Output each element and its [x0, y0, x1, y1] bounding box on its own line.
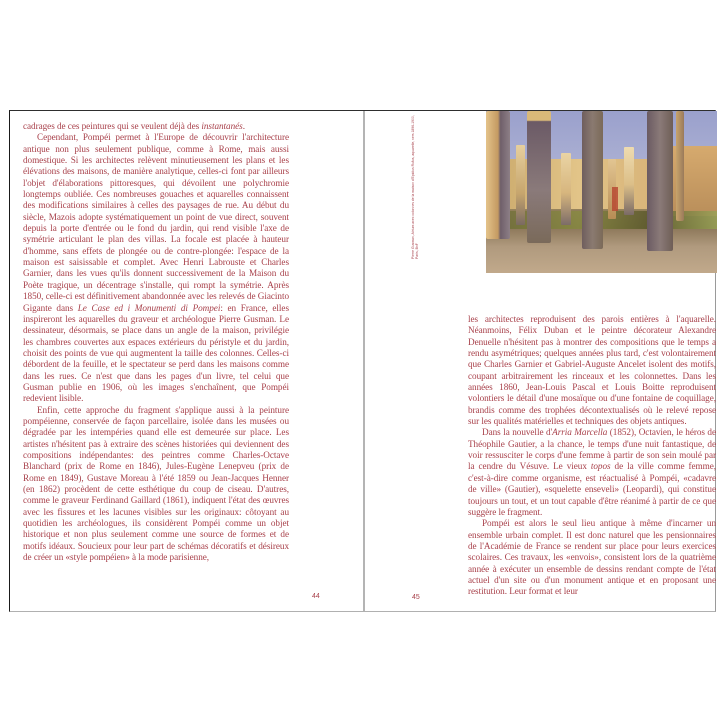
paragraph: [23, 121, 289, 132]
body-text: de la ville comme femme, c'est-à-dire comme organisme, est réactualisé à Pompéi, «cadavre de ville» (Gautier), «squelette enseveli» (Leopardi), qui constitue toujours un tout, et un tout capable d'être réanimé à partir de ce que suggère le fragment.: [468, 461, 716, 517]
illustration-column: [624, 147, 634, 215]
book-spine: [363, 111, 365, 611]
watercolor-illustration: [486, 111, 717, 273]
paragraph: [468, 314, 716, 427]
body-text: : en France, elles inspireront les aquarelles du graveur et archéologue Pierre Gusman. Le dessinateur, désormais, se place dans un angle de la maison, privilégie les chambres couvertes aux espaces extérieurs du péristyle et du jardin, choisit des points de vue qui augmentent la taille des colonnes. Celles-ci débordent de la feuille, et le spectateur se perd dans les maisons comme dans les rues. Ce n'est que dans les pages d'un livre, tel celui que Gusman publie en 1906, où les images s'enchaînent, que Pompéi redevient lisible.: [23, 302, 289, 404]
body-text: cadrages de ces peintures qui se veulent déjà des: [23, 121, 202, 131]
right-page-text: [468, 314, 716, 598]
italic-text: Arria Marcella: [552, 427, 608, 438]
illustration-column: [676, 111, 684, 221]
body-text: Cependant, Pompéi permet à l'Europe de découvrir l'architecture antique non plus seulement publique, comme à Rome, mais aussi domestique. Si les architectes relèvent minutieusement les plans et les élévations des maisons, de manière analytique, celles-ci font par ailleurs l'objet d'élaborations pittoresques, qui dévoilent une polychromie longtemps oubliée. Ces nombreuses gouaches et aquarelles connaissent des modifications similaires à celles des paysages de rue. Au début du siècle, Mazois adopte systématiquement un point de vue direct, souvent depuis la porte d'entrée ou le fond du jardin, qui rend visible l'axe de symétrie articulant le plan des villas. La focale est placée à hauteur d'homme, sans effets de plongée ou de contre-plongée: l'espace de la maison est saisissable et complet. Avec Henri Labrouste et Charles Garnier, dans les vues qu'ils donnent successivement de la Maison du Poète tragique, un décentrage s'installe, qui rompt la symétrie. Après 1850, celle-ci est définitivement abandonnée avec les relevés de Giacinto Gigante dans: [23, 132, 289, 313]
paragraph: [23, 405, 289, 564]
figure-caption: Pierre Gusman, Atrium avec colonnes de la maison d'Epidius Rufus, aquarelle, vers 1896-1900, Paris, BnF: [411, 115, 420, 259]
illustration-column: [647, 111, 673, 251]
illustration-side-wall: [666, 146, 717, 216]
body-text: Pompéi est alors le seul lieu antique à même d'incarner un ensemble urbain complet. Il est donc naturel que les pensionnaires de l'Académie de France se rendent sur place pour leurs exercices scolaires. Ces travaux, les «envois», consistent lors de la quatrième année à exécuter un ensemble de dessins rendant compte de l'état actuel d'un site ou d'un monument antique et en proposant une restitution. Leur format et leur: [468, 518, 716, 597]
illustration-column: [516, 145, 525, 225]
body-text: .: [242, 121, 245, 131]
illustration-red-wall: [612, 187, 618, 211]
page-number-right: 45: [412, 594, 420, 601]
illustration-column: [561, 153, 571, 225]
illustration-column: [486, 111, 510, 239]
book-spread: [9, 110, 716, 612]
page-number-left: 44: [312, 593, 320, 600]
paragraph: [468, 518, 716, 597]
italic-text: instantanés: [201, 121, 243, 131]
paragraph: [23, 132, 289, 404]
body-text: (1852), Octavien, le héros de Théophile Gautier, a la chance, le temps d'une nuit fantastique, de voir ressusciter le corps d'une femme à partir de son sein moulé par la cendre du Vésuve. Le vieux: [468, 427, 717, 472]
paragraph: [468, 427, 716, 518]
body-text: les architectes reproduisent des parois entières à l'aquarelle. Néanmoins, Félix Duban et le peintre décorateur Alexandre Denuelle n'hésitent pas à montrer des compositions que le temps a rendu asymétriques; quelques années plus tard, c'est volontairement que Charles Garnier et Gabriel-Auguste Ancelet isolent des motifs, coupant arbitrairement les rinceaux et les colonnettes. Dans les années 1860, Jean-Louis Pascal et Louis Boitte reproduisent volontiers le détail d'une mosaïque ou d'une fontaine de coquillage, brandis comme des trophées décontextualisés où le relevé repose sur les qualités matérielles et techniques des objets antiques.: [468, 314, 716, 427]
italic-text: topos: [590, 461, 611, 472]
body-text: Dans la nouvelle d': [482, 427, 553, 438]
illustration-column: [582, 111, 603, 249]
illustration-column: [527, 111, 551, 243]
left-page-text: [23, 121, 289, 563]
body-text: Enfin, cette approche du fragment s'applique aussi à la peinture pompéienne, conservée de façon parcellaire, isolée dans les musées ou dégradée par les intempéries quand elle est demeurée sur place. Les artistes n'hésitent pas à extraire des scènes historiées qui deviennent des compositions indépendantes: des peintres comme Charles-Octave Blanchard (prix de Rome en 1846), Jules-Eugène Lenepveu (prix de Rome en 1849), Gustave Moreau à l'été 1859 ou Jean-Jacques Henner (en 1862) procèdent de cette esthétique du coup de ciseau. D'autres, comme le graveur Ferdinand Gaillard (1861), indiquent l'état des œuvres avec les fissures et les lacunes visibles sur les originaux: côtoyant au quotidien les archéologues, ils considèrent Pompéi comme un objet historique et non plus seulement comme une source de formes et de motifs idéaux. Soucieux pour leur part de schémas décoratifs et désireux de créer un «style pompéien» à la mode parisienne,: [23, 404, 289, 563]
italic-text: Le Case ed i Monumenti di Pompei: [77, 302, 221, 313]
